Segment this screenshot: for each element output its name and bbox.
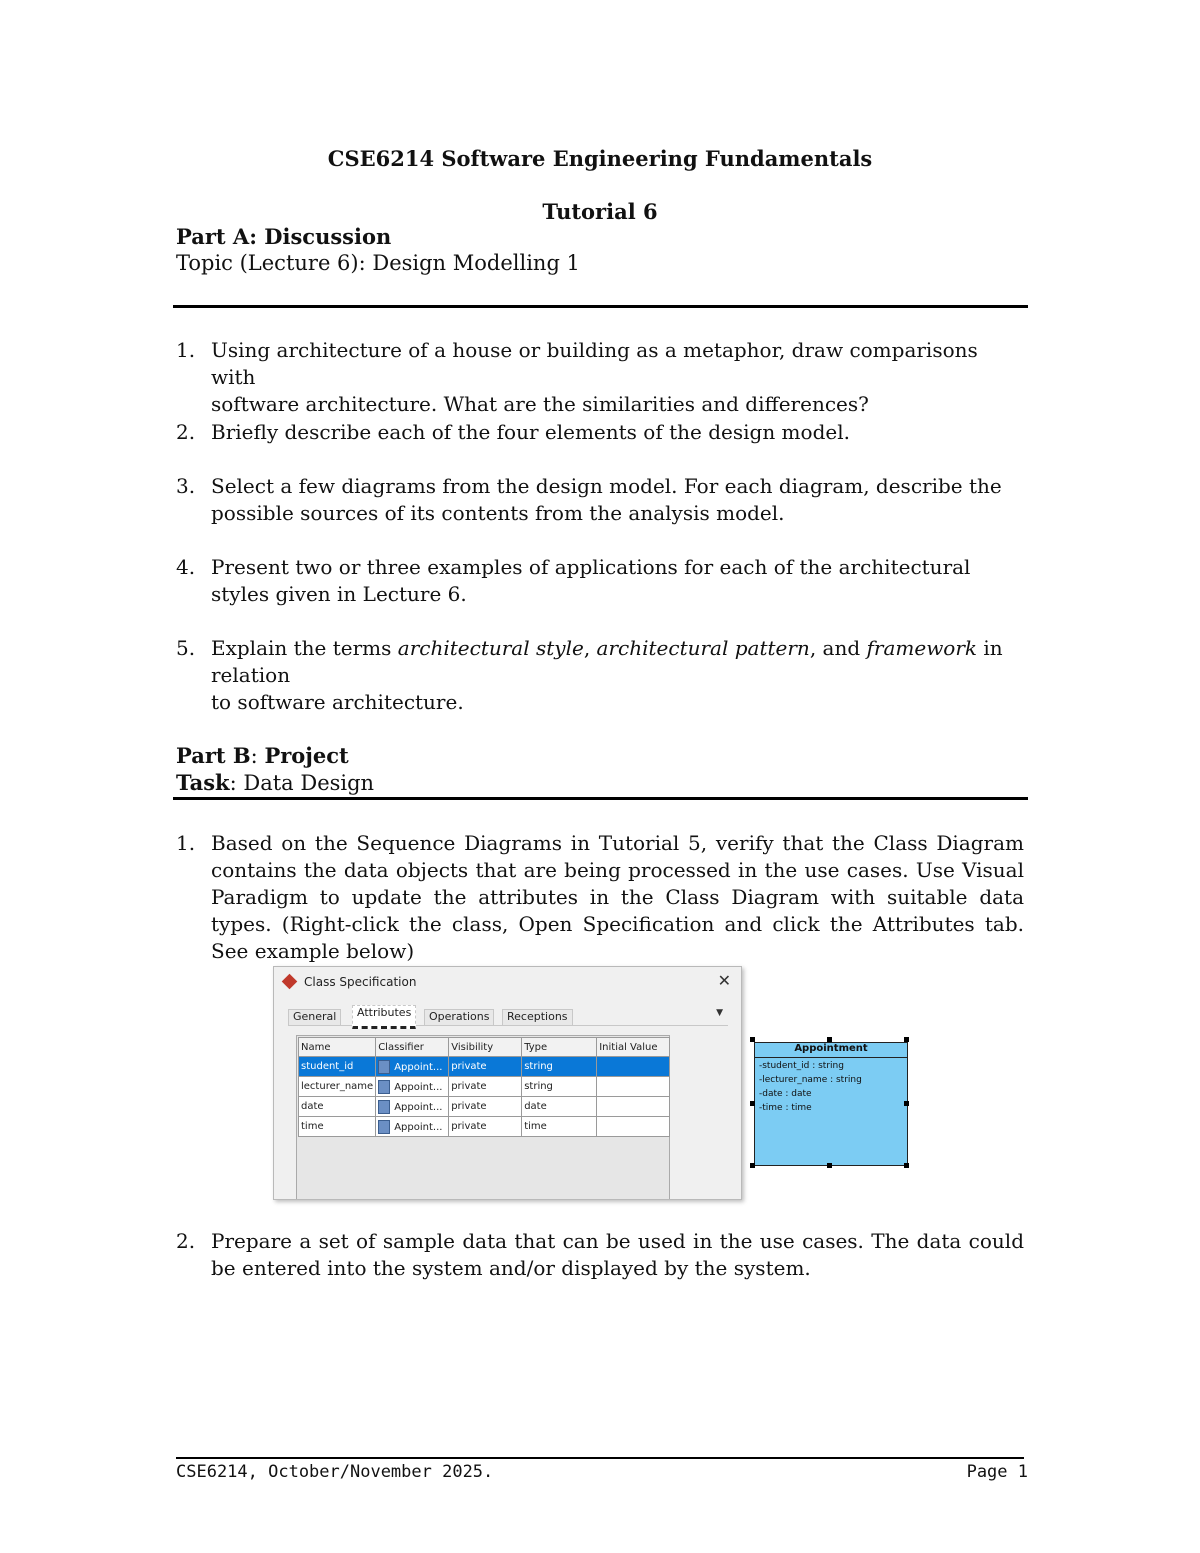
resize-handle[interactable]: [750, 1163, 755, 1168]
class-name: Appointment: [755, 1043, 907, 1058]
term-framework: framework: [866, 636, 978, 660]
part-b-rule: [173, 797, 1028, 800]
part-a-rule: [173, 305, 1028, 308]
tab-attributes[interactable]: Attributes: [352, 1005, 416, 1029]
item-number: 1.: [176, 338, 196, 362]
class-specification-dialog: [273, 966, 742, 1200]
tab-bar: [288, 1007, 728, 1026]
class-attribute: -lecturer_name : string: [759, 1075, 862, 1085]
class-attribute: -time : time: [759, 1103, 812, 1113]
appointment-class-box[interactable]: [754, 1042, 908, 1166]
resize-handle[interactable]: [827, 1163, 832, 1168]
item-line: software architecture. What are the similarities and differences?: [211, 392, 869, 416]
item-number: 1.: [176, 831, 196, 855]
item-line: Explain the terms architectural style, architectural pattern, and framework in relation: [211, 636, 1003, 687]
attr-initial[interactable]: [597, 1077, 670, 1097]
attr-visibility[interactable]: private: [449, 1077, 522, 1097]
item-number: 2.: [176, 1229, 196, 1253]
class-icon: [378, 1080, 390, 1094]
attributes-table: [298, 1037, 670, 1137]
course-title: CSE6214 Software Engineering Fundamentals: [327, 146, 873, 171]
tab-operations[interactable]: Operations: [424, 1009, 494, 1025]
item-number: 4.: [176, 555, 196, 579]
class-icon: [378, 1100, 390, 1114]
class-attribute: -date : date: [759, 1089, 812, 1099]
tab-receptions[interactable]: Receptions: [502, 1009, 573, 1025]
item-line: Briefly describe each of the four elements of the design model.: [211, 420, 850, 444]
item-number: 2.: [176, 420, 196, 444]
resize-handle[interactable]: [750, 1037, 755, 1042]
resize-handle[interactable]: [904, 1037, 909, 1042]
column-header[interactable]: Initial Value: [597, 1038, 670, 1057]
resize-handle[interactable]: [904, 1101, 909, 1106]
part-a-heading: Part A: Discussion: [176, 224, 392, 249]
item-text: Prepare a set of sample data that can be used in the use cases. The data could be entered into the system and/or displayed by the system.: [211, 1229, 1024, 1280]
item-text: Based on the Sequence Diagrams in Tutorial 5, verify that the Class Diagram contains the data objects that are being processed in the use cases. Use Visual Paradigm to update the attributes in the Class Diagram with suitable data types. (Right-click the class, Open Specification and click the Attributes tab. See example below): [211, 831, 1024, 963]
attr-visibility[interactable]: private: [449, 1117, 522, 1137]
footer-page-number: Page 1: [966, 1462, 1028, 1482]
footer-left: CSE6214, October/November 2025.: [176, 1462, 494, 1482]
table-row[interactable]: date Appoint... private date: [299, 1097, 670, 1117]
attr-initial[interactable]: [597, 1117, 670, 1137]
attr-name[interactable]: date: [299, 1097, 376, 1117]
resize-handle[interactable]: [827, 1037, 832, 1042]
attr-type[interactable]: date: [522, 1097, 597, 1117]
resize-handle[interactable]: [750, 1101, 755, 1106]
tutorial-title: Tutorial 6: [542, 199, 658, 224]
column-header[interactable]: Name: [299, 1038, 376, 1057]
item-number: 3.: [176, 474, 196, 498]
item-line: styles given in Lecture 6.: [211, 582, 467, 606]
visual-paradigm-icon: [282, 974, 298, 990]
class-icon: [378, 1060, 390, 1074]
column-header[interactable]: Type: [522, 1038, 597, 1057]
attr-initial[interactable]: [597, 1057, 670, 1077]
item-line: Present two or three examples of applications for each of the architectural: [211, 555, 971, 579]
part-b-task: Task: Data Design: [176, 770, 375, 795]
resize-handle[interactable]: [904, 1163, 909, 1168]
chevron-down-icon[interactable]: ▼: [716, 1008, 723, 1018]
column-header[interactable]: Classifier: [376, 1038, 449, 1057]
term-architectural-style: architectural style: [397, 636, 584, 660]
item-number: 5.: [176, 636, 196, 660]
part-a-topic: Topic (Lecture 6): Design Modelling 1: [176, 251, 580, 275]
table-row[interactable]: lecturer_name Appoint... private string: [299, 1077, 670, 1097]
item-line: to software architecture.: [211, 690, 464, 714]
tab-general[interactable]: General: [288, 1009, 341, 1025]
attr-name[interactable]: time: [299, 1117, 376, 1137]
attr-visibility[interactable]: private: [449, 1057, 522, 1077]
attr-type[interactable]: string: [522, 1057, 597, 1077]
attr-visibility[interactable]: private: [449, 1097, 522, 1117]
attr-initial[interactable]: [597, 1097, 670, 1117]
table-header: [299, 1038, 670, 1057]
item-line: Using architecture of a house or building as a metaphor, draw comparisons with: [211, 338, 978, 389]
attr-name[interactable]: lecturer_name: [299, 1077, 376, 1097]
part-b-heading: Part B: Project: [176, 743, 349, 768]
attr-type[interactable]: time: [522, 1117, 597, 1137]
footer-rule: [176, 1457, 1024, 1459]
item-line: Select a few diagrams from the design model. For each diagram, describe the: [211, 474, 1002, 498]
item-line: possible sources of its contents from the analysis model.: [211, 501, 785, 525]
dialog-title: Class Specification: [304, 975, 417, 989]
attr-name[interactable]: student_id: [299, 1057, 376, 1077]
class-icon: [378, 1120, 390, 1134]
close-icon[interactable]: ✕: [717, 971, 731, 990]
table-row[interactable]: student_id Appoint... private string: [299, 1057, 670, 1077]
column-header[interactable]: Visibility: [449, 1038, 522, 1057]
attr-type[interactable]: string: [522, 1077, 597, 1097]
term-architectural-pattern: architectural pattern: [596, 636, 810, 660]
class-attribute: -student_id : string: [759, 1061, 844, 1071]
table-row[interactable]: time Appoint... private time: [299, 1117, 670, 1137]
